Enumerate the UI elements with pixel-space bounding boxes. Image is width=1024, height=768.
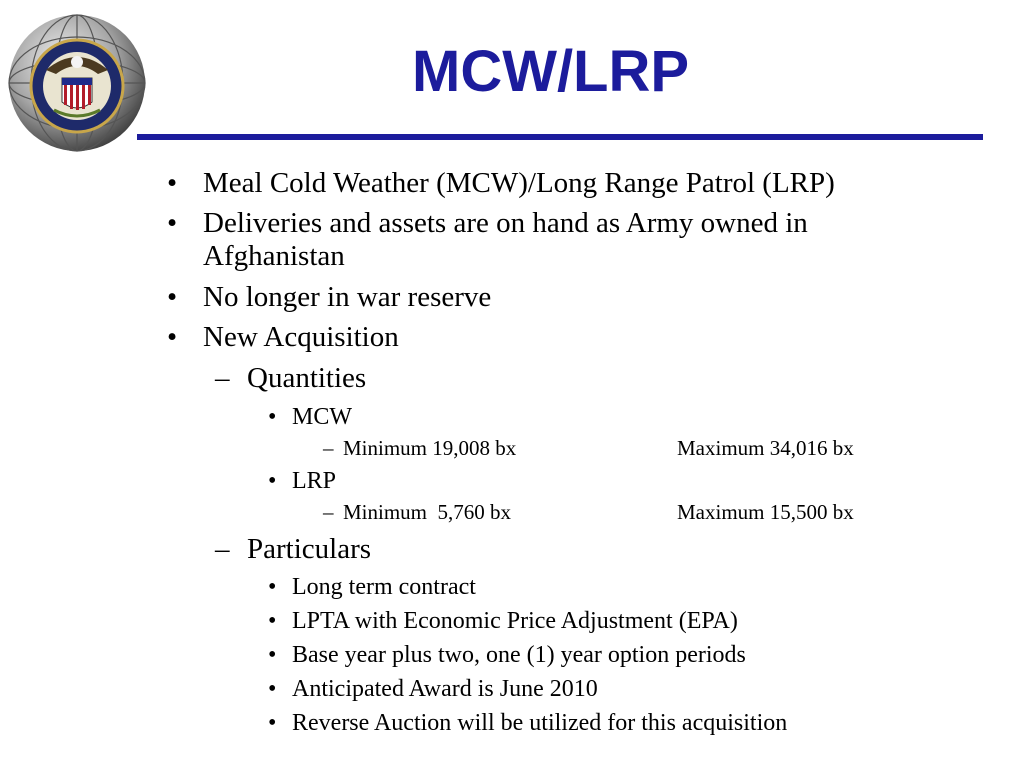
- bullet-marker: •: [167, 167, 178, 199]
- bullet-item: [167, 321, 399, 354]
- bullet-marker: •: [268, 404, 277, 430]
- bullet-text: New Acquisition: [203, 321, 399, 353]
- bullet-marker: •: [268, 710, 277, 736]
- bullet-marker: •: [268, 608, 277, 634]
- particular-item: [268, 573, 476, 601]
- dash-marker: –: [215, 533, 230, 565]
- minimum-value: Minimum 19,008 bx: [343, 436, 517, 460]
- subheading-particulars: [215, 533, 372, 566]
- bullet-marker: •: [268, 574, 277, 600]
- subheading-quantities: [215, 362, 367, 395]
- dash-marker: –: [323, 500, 334, 524]
- bullet-text: Deliveries and assets are on hand as Army owned in: [203, 207, 808, 239]
- minimum-value: Minimum 5,760 bx: [343, 500, 512, 524]
- bullet-marker: •: [268, 676, 277, 702]
- quantity-label: LRP: [292, 468, 337, 494]
- particular-text: Reverse Auction will be utilized for this acquisition: [292, 710, 788, 736]
- bullet-item: [167, 281, 492, 314]
- particular-text: Base year plus two, one (1) year option periods: [292, 642, 746, 668]
- quantity-range-mcw: [323, 436, 854, 460]
- bullet-text: Meal Cold Weather (MCW)/Long Range Patrol (LRP): [203, 167, 835, 199]
- bullet-continuation: [203, 240, 345, 273]
- quantity-item-mcw: [268, 403, 352, 431]
- bullet-marker: •: [167, 321, 178, 353]
- bullet-text: Afghanistan: [203, 240, 345, 272]
- particular-text: Long term contract: [292, 574, 476, 600]
- particular-item: [268, 709, 788, 737]
- maximum-value: Maximum 34,016 bx: [677, 436, 854, 460]
- subheading-text: Quantities: [247, 362, 367, 394]
- bullet-marker: •: [268, 468, 277, 494]
- bullet-text: No longer in war reserve: [203, 281, 492, 313]
- quantity-range-lrp: [323, 500, 854, 524]
- quantity-label: MCW: [292, 404, 352, 430]
- dash-marker: –: [215, 362, 230, 394]
- bullet-marker: •: [167, 281, 178, 313]
- particular-text: LPTA with Economic Price Adjustment (EPA): [292, 608, 738, 634]
- particular-item: [268, 607, 738, 635]
- slide-title: MCW/LRP: [412, 39, 690, 104]
- bullet-marker: •: [167, 207, 178, 239]
- bullet-item: [167, 207, 808, 240]
- bullet-marker: •: [268, 642, 277, 668]
- particular-item: [268, 641, 746, 669]
- quantity-item-lrp: [268, 467, 337, 495]
- dash-marker: –: [323, 436, 334, 460]
- bullet-item: [167, 167, 835, 200]
- particular-text: Anticipated Award is June 2010: [292, 676, 598, 702]
- maximum-value: Maximum 15,500 bx: [677, 500, 854, 524]
- subheading-text: Particulars: [247, 533, 372, 565]
- particular-item: [268, 675, 598, 703]
